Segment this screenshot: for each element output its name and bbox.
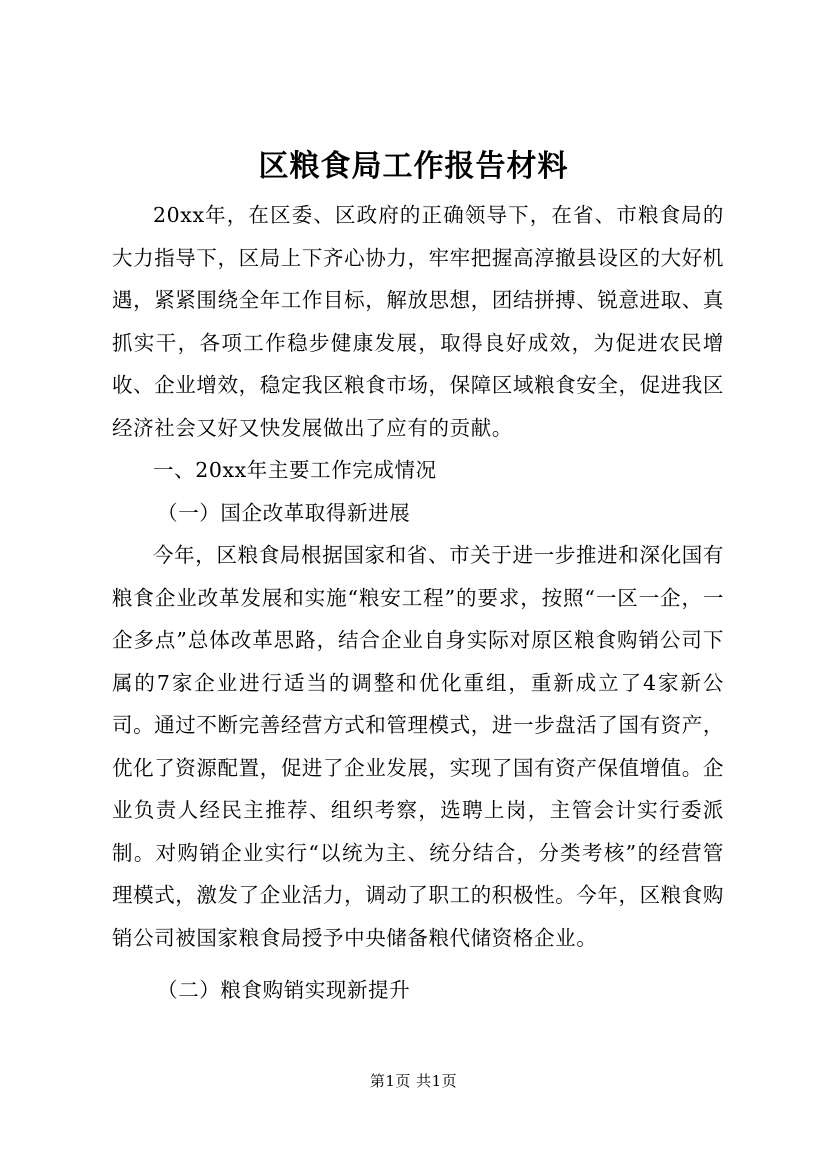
paragraph-spacer	[112, 959, 724, 969]
document-body	[112, 194, 724, 1012]
subsection-1-paragraph: 今年，区粮食局根据国家和省、市关于进一步推进和深化国有粮食企业改革发展和实施“粮安工程”的要求，按照“一区一企，一企多点”总体改革思路，结合企业自身实际对原区粮食购销公司下属的7家企业进行适当的调整和优化重组，重新成立了4家新公司。通过不断完善经营方式和管理模式，进一步盘活了国有资产，优化了资源配置，促进了企业发展，实现了国有资产保值增值。企业负责人经民主推荐、组织考察，选聘上岗，主管会计实行委派制。对购销企业实行“以统为主、统分结合，分类考核”的经营管理模式，激发了企业活力，调动了职工的积极性。今年，区粮食购销公司被国家粮食局授予中央储备粮代储资格企业。	[112, 543, 724, 950]
intro-paragraph: 20xx年，在区委、区政府的正确领导下，在省、市粮食局的大力指导下，区局上下齐心协力，牢牢把握高淳撤县设区的大好机遇，紧紧围绕全年工作目标，解放思想，团结拼搏、锐意进取、真抓实干，各项工作稳步健康发展，取得良好成效，为促进农民增收、企业增效，稳定我区粮食市场，保障区域粮食安全，促进我区经济社会又好又快发展做出了应有的贡献。	[112, 203, 724, 440]
page-footer: 第1页 共1页	[369, 1072, 458, 1090]
section-heading-1: 一、20xx年主要工作完成情况	[153, 458, 437, 482]
subsection-heading-2: （二）粮食购销实现新提升	[157, 978, 411, 1002]
subsection-heading-1: （一）国企改革取得新进展	[157, 500, 411, 525]
document-title: 区粮食局工作报告材料	[258, 149, 569, 184]
